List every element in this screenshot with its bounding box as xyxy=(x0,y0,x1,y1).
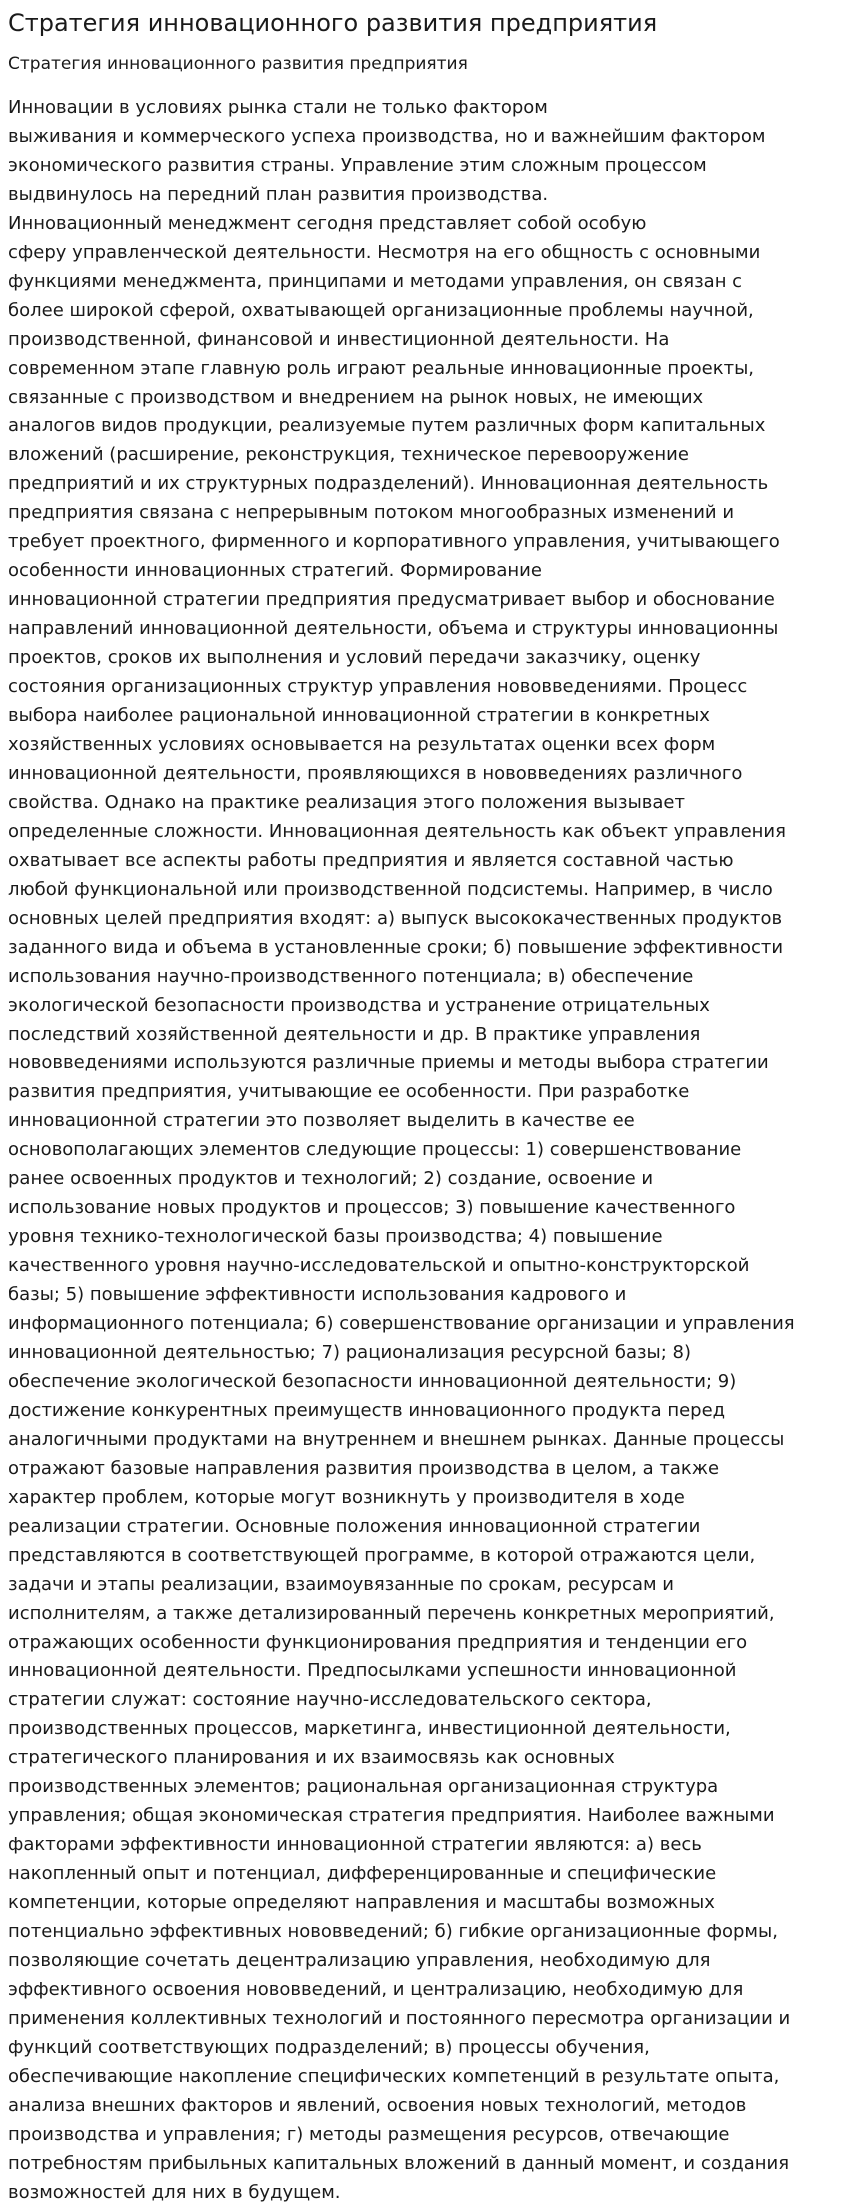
page-title: Стратегия инновационного развития предприятия xyxy=(8,9,658,37)
page-subtitle: Стратегия инновационного развития предприятия xyxy=(8,54,468,74)
article-body: Инновации в условиях рынка стали не только фактором выживания и коммерческого успеха производства, но и важнейшим фактором экономического развития страны. Управление этим сложным процессом выдвинулось на передний план развития производства. Инновационный менеджмент сегодня представляет собой особую сферу управленческой деятельности. Несмотря на его общность с основными функциями менеджмента, принципами и методами управления, он связан с более широкой сферой, охватывающей организационные проблемы научной, производственной, финансовой и инвестиционной деятельности. На современном этапе главную роль играют реальные инновационные проекты, связанные с производством и внедрением на рынок новых, не имеющих аналогов видов продукции, реализуемые путем различных форм капитальных вложений (расширение, реконструкция, техническое перевооружение предприятий и их структурных подразделений). Инновационная деятельность предприятия связана с непрерывным потоком многообразных изменений и требует проектного, фирменного и корпоративного управления, учитывающего особенности инновационных стратегий. Формирование инновационной стратегии предприятия предусматривает выбор и обоснование направлений инновационной деятельности, объема и структуры инновационны проектов, сроков их выполнения и условий передачи заказчику, оценку состояния организационных структур управления нововведениями. Процесс выбора наиболее рациональной инновационной стратегии в конкретных хозяйственных условиях основывается на результатах оценки всех форм инновационной деятельности, проявляющихся в нововведениях различного свойства. Однако на практике реализация этого положения вызывает определенные сложности. Инновационная деятельность как объект управления охватывает все аспекты работы предприятия и является составной частью любой функциональной или производственной подсистемы. Например, в число основных целей предприятия входят: а) выпуск высококачественных продуктов заданного вида и объема в установленные сроки; б) повышение эффективности использования научно-производственного потенциала; в) обеспечение экологической безопасности производства и устранение отрицательных последствий хозяйственной деятельности и др. В практике управления нововведениями используются различные приемы и методы выбора стратегии развития предприятия, учитывающие ее особенности. При разработке инновационной стратегии это позволяет выделить в качестве ее основополагающих элементов следующие процессы: 1) совершенствование ранее освоенных продуктов и технологий; 2) создание, освоение и использование новых продуктов и процессов; 3) повышение качественного уровня технико-технологической базы производства; 4) повышение качественного уровня научно-исследовательской и опытно-конструкторской базы; 5) повышение эффективности использования кадрового и информационного потенциала; 6) совершенствование организации и управления инновационной деятельностью; 7) рационализация ресурсной базы; 8) обеспечение экологической безопасности инновационной деятельности; 9) достижение конкурентных преимуществ инновационного продукта перед аналогичными продуктами на внутреннем и внешнем рынках. Данные процессы отражают базовые направления развития производства в целом, а также характер проблем, которые могут возникнуть у производителя в ходе реализации стратегии. Основные положения инновационной стратегии представляются в соответствующей программе, в которой отражаются цели, задачи и этапы реализации, взаимоувязанные по срокам, ресурсам и исполнителям, а также детализированный перечень конкретных мероприятий, отражающих особенности функционирования предприятия и тенденции его инновационной деятельности. Предпосылками успешности инновационной стратегии служат: состояние научно-исследовательского сектора, производственных процессов, маркетинга, инвестиционной деятельности, стратегического планирования и их взаимосвязь как основных производственных элементов; рациональная организационная структура управления; общая экономическая стратегия предприятия. Наиболее важными факторами эффективности инновационной стратегии являются: а) весь накопленный опыт и потенциал, дифференцированные и специфические компетенции, которые определяют направления и масштабы возможных потенциально эффективных нововведений; б) гибкие организационные формы, позволяющие сочетать децентрализацию управления, необходимую для эффективного освоения нововведений, и централизацию, необходимую для применения коллективных технологий и постоянного пересмотра организации и функций соответствующих подразделений; в) процессы обучения, обеспечивающие накопление специфических компетенций в результате опыта, анализа внешних факторов и явлений, освоения новых технологий, методов производства и управления; г) методы размещения ресурсов, отвечающие потребностям прибыльных капитальных вложений в данный момент, и создания возможностей для них в будущем. xyxy=(8,97,795,2203)
document-page xyxy=(8,0,840,2208)
